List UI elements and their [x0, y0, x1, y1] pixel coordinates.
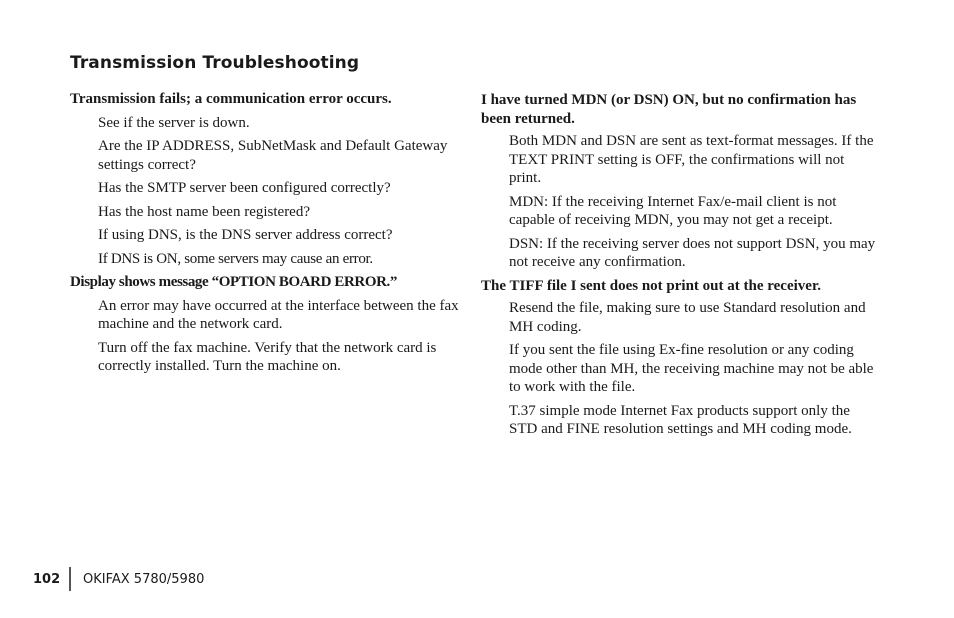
- left-column: [70, 90, 462, 376]
- answer-text: See if the server is down.: [98, 114, 250, 131]
- answer-text: If using DNS, is the DNS server address correct?: [98, 227, 393, 243]
- answer-text: T.37 simple mode Internet Fax products support only the STD and FINE resolution settings and MH coding mode.: [509, 402, 852, 437]
- answer-text: MDN: If the receiving Internet Fax/e-mail client is not capable of receiving MDN, you may not get a receipt.: [509, 193, 837, 228]
- product-name: OKIFAX 5780/5980: [83, 571, 205, 587]
- answer-text: Has the SMTP server been configured correctly?: [98, 180, 391, 196]
- answer-text: Are the IP ADDRESS, SubNetMask and Default Gateway settings correct?: [98, 138, 448, 173]
- answer-text: If you sent the file using Ex-fine resolution or any coding mode other than MH, the receiving machine may not be able to work with the file.: [509, 342, 874, 395]
- answer-text: Has the host name been registered?: [98, 203, 310, 220]
- page-number: 102: [33, 571, 61, 587]
- answer-text: Turn off the fax machine. Verify that the network card is correctly installed. Turn the machine on.: [98, 339, 437, 374]
- right-column: [481, 91, 876, 439]
- page-footer: [33, 567, 204, 591]
- answer-text: Both MDN and DSN are sent as text-format messages. If the TEXT PRINT setting is OFF, the confirmations will not print.: [509, 133, 874, 186]
- question-heading: Display shows message “OPTION BOARD ERROR.”: [70, 274, 397, 290]
- question-heading: Transmission fails; a communication error occurs.: [70, 91, 392, 107]
- footer-divider: [69, 567, 71, 591]
- page-title: Transmission Troubleshooting: [70, 53, 360, 73]
- question-heading: I have turned MDN (or DSN) ON, but no confirmation has been returned.: [481, 92, 857, 127]
- answer-text: DSN: If the receiving server does not support DSN, you may not receive any confirmation.: [509, 235, 876, 270]
- answer-text: If DNS is ON, some servers may cause an error.: [98, 250, 373, 267]
- answer-text: Resend the file, making sure to use Standard resolution and MH coding.: [509, 300, 866, 335]
- question-heading: The TIFF file I sent does not print out at the receiver.: [481, 277, 821, 294]
- answer-text: An error may have occurred at the interface between the fax machine and the network card.: [98, 297, 459, 332]
